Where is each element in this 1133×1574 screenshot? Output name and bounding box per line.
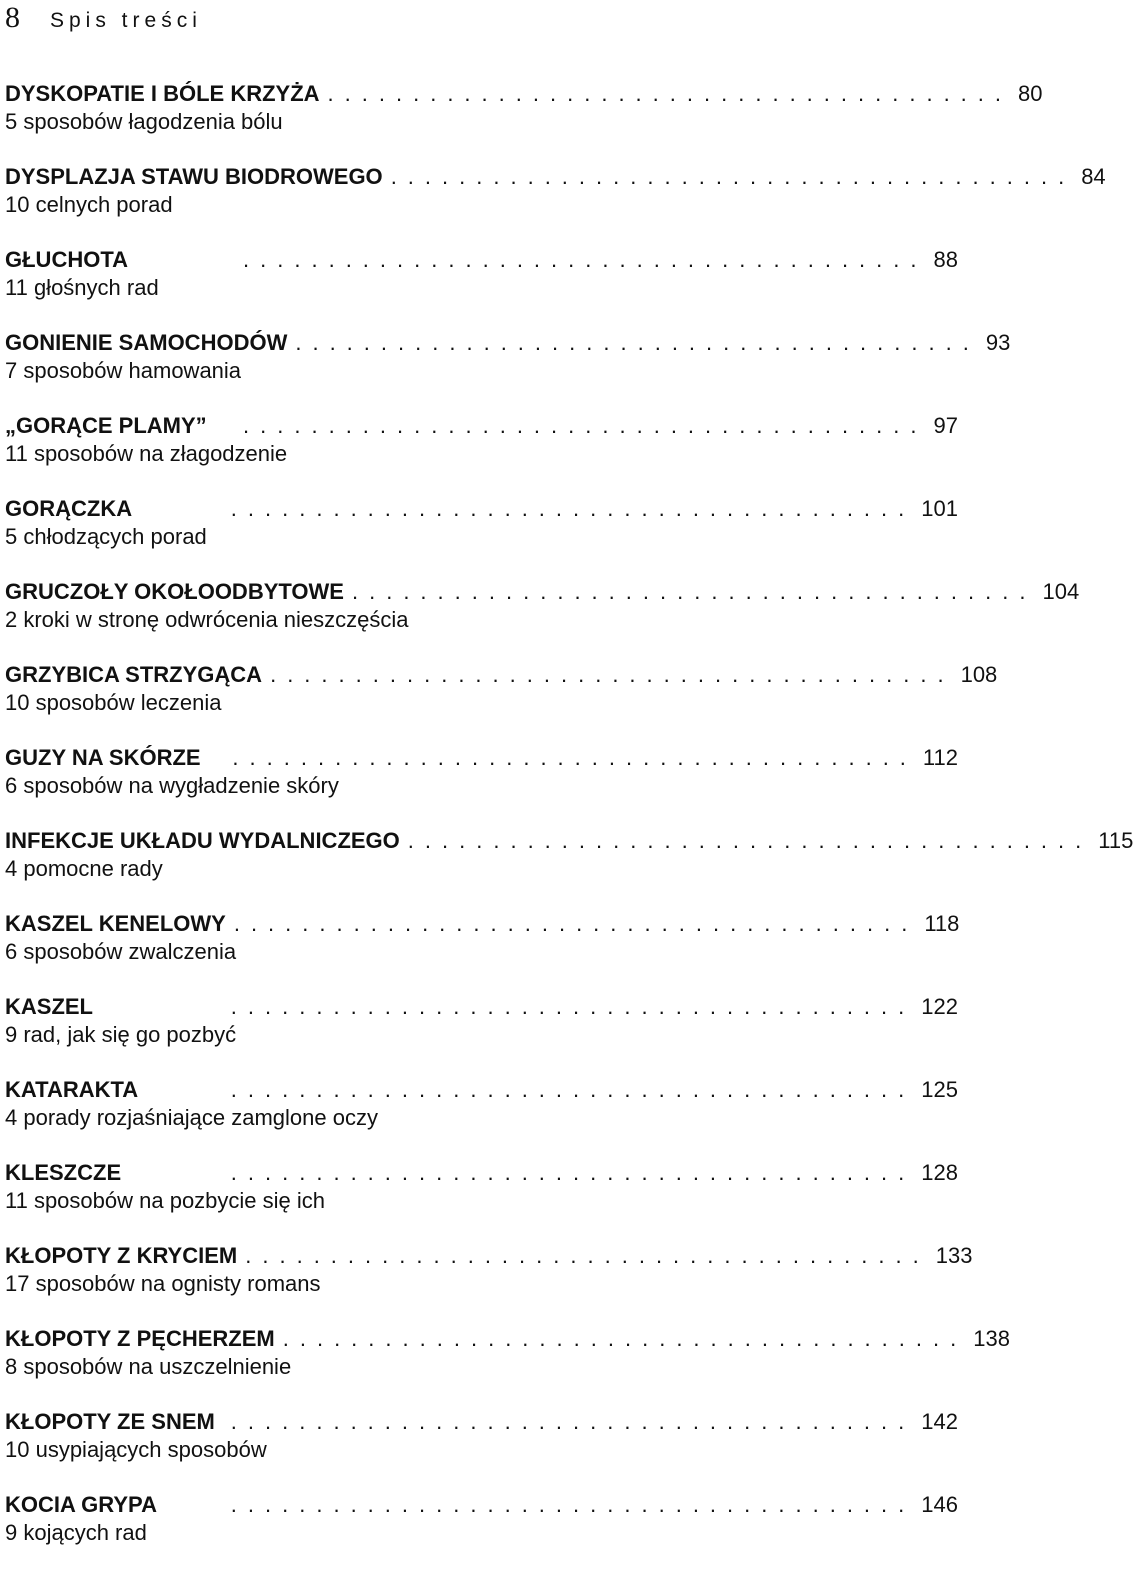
toc-entry-page: 104 [1042,579,1080,604]
dot-leader: ........................................ [230,1409,916,1434]
toc-entry-page: 97 [933,413,958,438]
dot-leader: ........................................ [230,1492,916,1517]
toc-entry-title: KŁOPOTY Z KRYCIEM [5,1243,238,1268]
toc-entry-page: 80 [1018,81,1043,106]
toc-entry [5,80,1043,163]
toc-entry-line [5,246,958,274]
toc-entry-subtitle: 7 sposobów hamowania [5,358,242,383]
dot-leader: ........................................ [243,413,928,438]
dot-leader: ........................................ [233,911,919,936]
toc-entry [5,495,958,578]
toc-entry-title: KŁOPOTY ZE SNEM [5,1409,215,1434]
toc-entry-line [5,1242,973,1270]
toc-entry [5,329,1011,412]
toc-entry-page: 146 [921,1492,958,1517]
toc-entry-line [5,1325,1010,1353]
dot-leader: ........................................ [351,579,1037,604]
toc-entry-subtitle: 4 pomocne rady [5,856,163,881]
toc-entry-title: KOCIA GRYPA [5,1492,157,1517]
toc-entry-page: 108 [960,662,998,687]
toc-entry [5,1159,958,1242]
toc-entry-page: 84 [1081,164,1106,189]
toc-entry-line [5,827,1133,855]
toc-entry-page: 133 [935,1243,973,1268]
dot-leader: ........................................ [282,1326,968,1351]
toc-entry-title: DYSPLAZJA STAWU BIODROWEGO [5,164,383,189]
toc-entry-title: KASZEL KENELOWY [5,911,226,936]
toc-entry-subtitle: 11 głośnych rad [5,275,159,300]
toc-entry-subtitle: 10 sposobów leczenia [5,690,222,715]
toc-entry-title: GRUCZOŁY OKOŁOODBYTOWE [5,579,344,604]
dot-leader: ........................................ [230,1160,916,1185]
toc-entry-line [5,1076,958,1104]
dot-leader: ........................................ [243,247,928,272]
dot-leader: ........................................ [232,745,917,770]
toc-entry [5,1242,973,1325]
dot-leader: ........................................ [390,164,1076,189]
dot-leader: ........................................ [407,828,1093,853]
toc-entry-subtitle: 11 sposobów na złagodzenie [5,441,288,466]
dot-leader: ........................................ [230,994,916,1019]
toc-entry [5,661,998,744]
dot-leader: ........................................ [327,81,1013,106]
toc-entry [5,412,958,495]
toc-entry-title: KASZEL [5,994,93,1019]
toc-entry-title: GONIENIE SAMOCHODÓW [5,330,288,355]
toc-entry-line [5,329,1011,357]
toc-entry-line [5,495,958,523]
toc-entry-page: 101 [921,496,958,521]
toc-entry-subtitle: 6 sposobów na wygładzenie skóry [5,773,339,798]
dot-leader: ........................................ [270,662,955,687]
toc-entry-line [5,412,958,440]
toc-entry-line [5,1159,958,1187]
toc-entry-page: 122 [921,994,958,1019]
dot-leader: ........................................ [295,330,980,355]
toc-entry [5,744,958,827]
toc-entry-page: 118 [924,911,960,936]
toc-entry-subtitle: 8 sposobów na uszczelnienie [5,1354,292,1379]
toc-entry-page: 128 [921,1160,958,1185]
toc-entry-page: 93 [985,330,1011,355]
toc-entry-page: 115 [1098,828,1133,853]
dot-leader: ........................................ [230,496,916,521]
toc-entry-page: 125 [921,1077,958,1102]
toc-entry-title: „GORĄCE PLAMY” [5,413,207,438]
toc-entry-title: GŁUCHOTA [5,247,129,272]
toc-entry-line [5,80,1043,108]
toc-entry-page: 138 [973,1326,1010,1351]
toc-entry-subtitle: 6 sposobów zwalczenia [5,939,237,964]
toc-entry-title: KLESZCZE [5,1160,122,1185]
toc-entry-title: GRZYBICA STRZYGĄCA [5,662,263,687]
toc-entry-line [5,993,958,1021]
toc-entry-subtitle: 5 sposobów łagodzenia bólu [5,109,283,134]
toc-entry-page: 142 [921,1409,958,1434]
toc-entry-page: 88 [933,247,958,272]
toc-entry [5,1408,958,1491]
toc-entry-line [5,661,998,689]
toc-entry-line [5,1408,958,1436]
dot-leader: ........................................ [245,1243,930,1268]
toc-entry-subtitle: 10 usypiających sposobów [5,1437,267,1462]
toc-entry-line [5,910,958,938]
toc-entry-title: GUZY NA SKÓRZE [5,745,201,770]
toc-entry [5,993,958,1076]
toc-entry-subtitle: 2 kroki w stronę odwrócenia nieszczęścia [5,607,409,632]
toc-entry-title: DYSKOPATIE I BÓLE KRZYŻA [5,81,320,106]
toc-entry-subtitle: 9 kojących rad [5,1520,147,1545]
toc-entry [5,1491,958,1574]
toc-entry [5,578,1080,661]
toc-entry-subtitle: 4 porady rozjaśniające zamglone oczy [5,1105,378,1130]
toc-entry [5,910,958,993]
toc-entry [5,1076,958,1159]
toc-entry-subtitle: 9 rad, jak się go pozbyć [5,1022,237,1047]
toc-entry-line [5,744,958,772]
toc-entry-line [5,1491,958,1519]
toc-entry-subtitle: 17 sposobów na ognisty romans [5,1271,321,1296]
table-of-contents [5,80,1133,1574]
toc-entry-title: KATARAKTA [5,1077,139,1102]
dot-leader: ........................................ [230,1077,916,1102]
page-title: Spis treści [50,9,202,32]
toc-entry [5,246,958,329]
toc-entry [5,163,1106,246]
toc-entry-page: 112 [922,745,958,770]
page-header [5,0,202,36]
page-number: 8 [5,1,20,34]
toc-entry-title: GORĄCZKA [5,496,133,521]
toc-entry-title: INFEKCJE UKŁADU WYDALNICZEGO [5,828,400,853]
toc-entry-subtitle: 11 sposobów na pozbycie się ich [5,1188,326,1213]
toc-entry-line [5,163,1106,191]
toc-entry [5,1325,1010,1408]
toc-entry-subtitle: 5 chłodzących porad [5,524,207,549]
toc-entry-line [5,578,1080,606]
toc-entry [5,827,1133,910]
toc-entry-subtitle: 10 celnych porad [5,192,173,217]
toc-entry-title: KŁOPOTY Z PĘCHERZEM [5,1326,275,1351]
